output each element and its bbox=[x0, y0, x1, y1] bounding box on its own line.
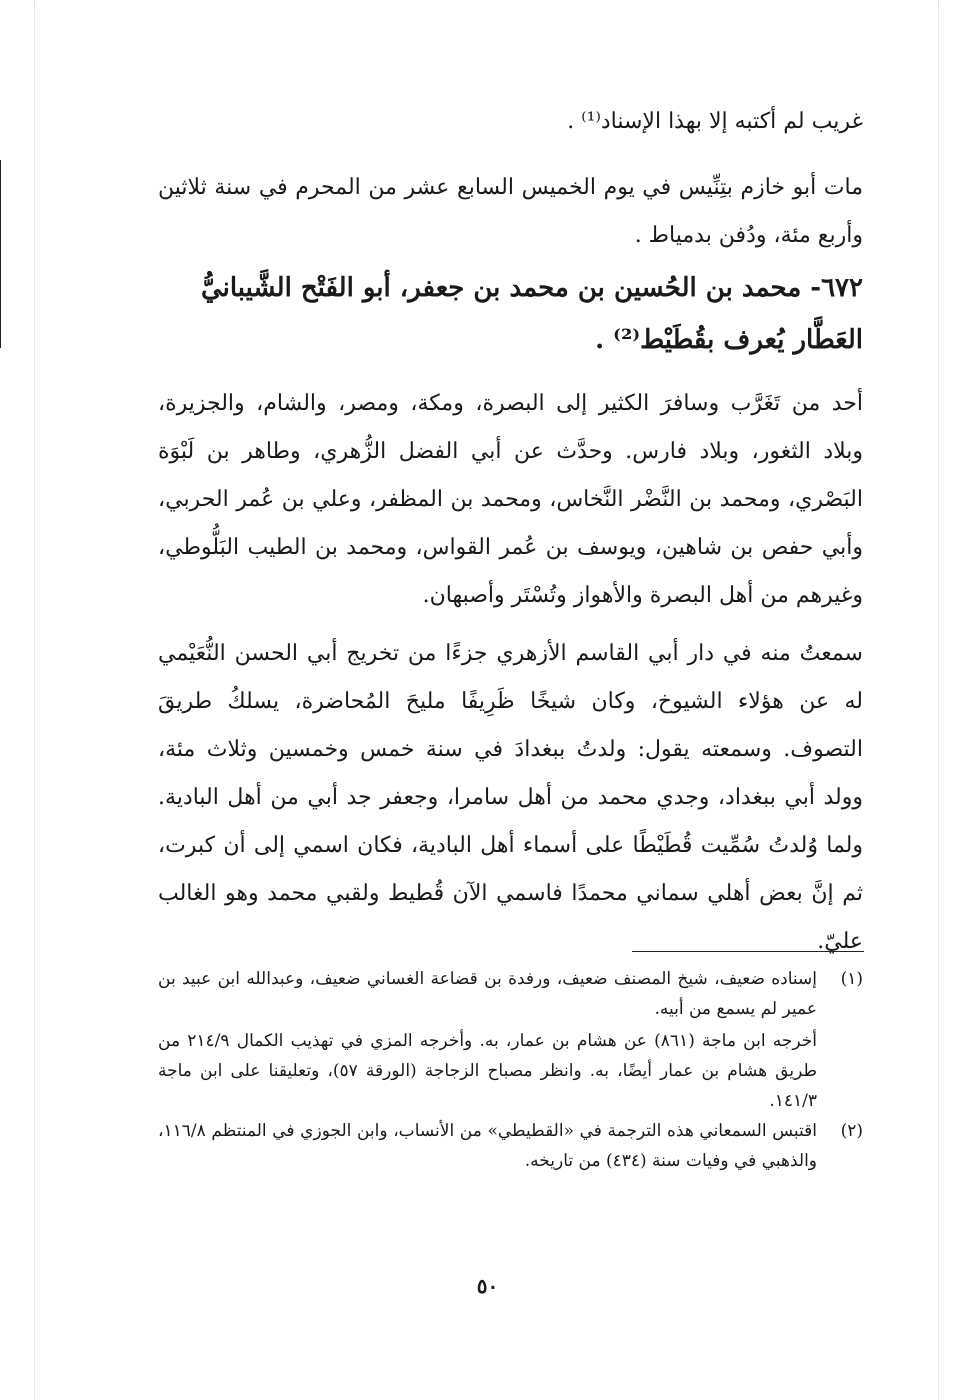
paragraph: سمعتُ منه في دار أبي القاسم الأزهري جزءًا من تخريج أبي الحسن النُّعَيْمي له عن هؤلاء الشيوخ، وكان شيخًا ظَرِيفًا مليحَ المُحاضرة، يسلكُ طريقَ التصوف. وسمعته يقول: ولدتُ ببغدادَ في سنة خمس وخمسين وثلاث مئة، وولد أبي ببغداد، وجدي محمد من أهل سامرا، وجعفر جد أبي من أهل البادية. ولما وُلدتُ سُمِّيت قُطَيْطًا على أسماء أهل البادية، فكان اسمي إلى أن كبرت، ثم إنَّ بعض أهلي سماني محمدًا فاسمي الآن قُطيط ولقبي محمد وهو الغالب عليّ. bbox=[158, 641, 863, 954]
footnote bbox=[158, 1116, 863, 1176]
footnote-text: أخرجه ابن ماجة (٨٦١) عن هشام بن عمار، به. وأخرجه المزي في تهذيب الكمال ٢١٤/٩ من طريق هشام بن عمار أيضًا، به. وانظر مصباح الزجاجة (الورقة ٥٧)، وتعليقنا على ابن ماجة ١٤١/٣. bbox=[158, 1031, 817, 1111]
footnote-number: (١) bbox=[840, 969, 863, 989]
scan-dots bbox=[938, 0, 939, 1400]
entry-heading: ٦٧٢- محمد بن الحُسين بن محمد بن جعفر، أبو الفَتْح الشَّيبانيُّ العَطَّار يُعرف بقُطَيْط⁽²⁾ . bbox=[200, 273, 863, 355]
paragraph: غريب لم أكتبه إلا بهذا الإسناد⁽¹⁾ . bbox=[567, 109, 863, 134]
footnote-text: إسناده ضعيف، شيخ المصنف ضعيف، ورفدة بن قضاعة الغساني ضعيف، وعبدالله ابن عبيد بن عمير لم يسمع من أبيه. bbox=[158, 969, 817, 1019]
page-number: ٥٠ bbox=[476, 1274, 499, 1298]
footnote-number: (٢) bbox=[840, 1121, 863, 1141]
footnotes bbox=[158, 964, 863, 1176]
scan-edge-line bbox=[0, 160, 1, 348]
scan-dots bbox=[34, 0, 35, 1400]
footnote-text: اقتبس السمعاني هذه الترجمة في «القطيطي» من الأنساب، وابن الجوزي في المنتظم ١١٦/٨، والذهبي في وفيات سنة (٤٣٤) من تاريخه. bbox=[158, 1121, 817, 1171]
footnote-divider bbox=[632, 951, 864, 952]
footnote bbox=[158, 964, 863, 1116]
paragraph: مات أبو خازم بتِنِّيس في يوم الخميس السابع عشر من المحرم في سنة ثلاثين وأربع مئة، ودُفن بدمياط . bbox=[158, 175, 863, 248]
paragraph: أحد من تَغَرَّب وسافرَ الكثير إلى البصرة، ومكة، ومصر، والشام، والجزيرة، وبلاد الثغور، وبلاد فارس. وحدَّث عن أبي الفضل الزُّهري، وطاهر بن لَبْوَة البَصْري، ومحمد بن النَّضْر النَّخاس، ومحمد بن المظفر، وعلي بن عُمر الحربي، وأبي حفص بن شاهين، ويوسف بن عُمر القواس، ومحمد بن الطيب البَلُّوطي، وغيرهم من أهل البصرة والأهواز وتُسْتَر وأصبهان. bbox=[158, 391, 863, 608]
